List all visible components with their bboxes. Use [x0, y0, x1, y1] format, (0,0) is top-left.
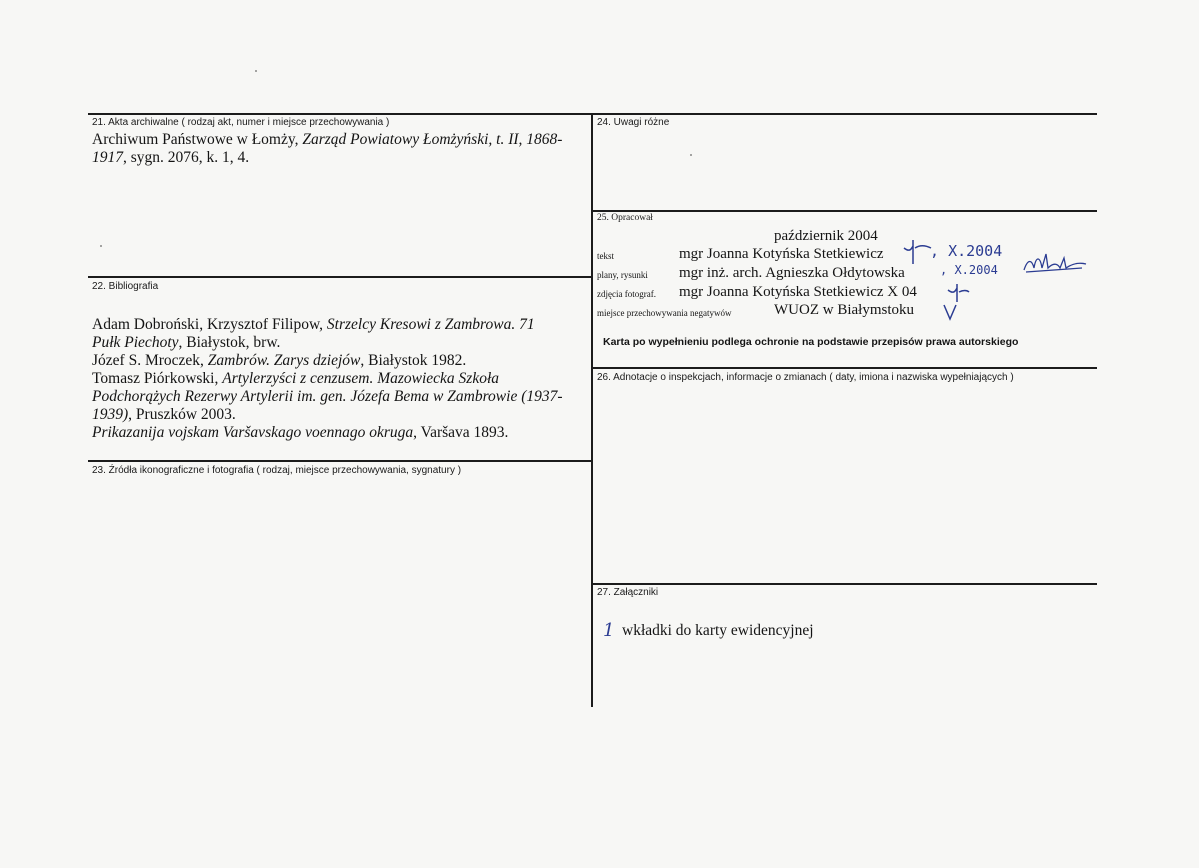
archive-fond: Zarząd Powiatowy Łomżyński, t. II, 1868-1917: [92, 131, 563, 166]
scan-speck: [100, 245, 102, 247]
row-value-negatives: WUOZ w Białymstoku: [774, 302, 914, 318]
section-27-label: 27. Załączniki: [597, 587, 659, 598]
rule-23-top: [88, 460, 593, 462]
row-label-text: tekst: [597, 251, 614, 261]
scan-speck: [690, 154, 692, 156]
row-label-plans: plany, rysunki: [597, 270, 648, 280]
rule-26-top: [593, 367, 1097, 369]
handwritten-date-1: , X.2004: [930, 242, 1003, 260]
section-25-label: 25. Opracował: [597, 213, 653, 223]
handwritten-check-2: [945, 282, 971, 304]
archive-signature: , sygn. 2076, k. 1, 4.: [123, 149, 250, 166]
attachment-count: 1: [603, 620, 615, 641]
bibliography-entry: Prikazanija vojskam Varšavskago voennago okruga, Varšava 1893.: [92, 424, 509, 441]
bibliography-entry: Józef S. Mroczek, Zambrów. Zarys dziejów, Białystok 1982.: [92, 352, 467, 369]
handwritten-date-2: , X.2004: [940, 263, 998, 277]
handwritten-check-3: [941, 302, 959, 322]
bibliography-entry: Tomasz Piórkowski, Artylerzyści z cenzusem. Mazowiecka Szkoła Podchorążych Rezerwy Artylerii im. gen. Józefa Bema w Zambrowie (1937-1939), Pruszków 2003.: [92, 370, 563, 423]
copyright-note: Karta po wypełnieniu podlega ochronie na podstawie przepisów prawa autorskiego: [603, 336, 1019, 348]
bibliography-entry: Adam Dobroński, Krzysztof Filipow, Strzelcy Kresowi z Zambrowa. 71 Pułk Piechoty, Białystok, brw.: [92, 316, 535, 351]
row-value-photos: mgr Joanna Kotyńska Stetkiewicz X 04: [679, 284, 917, 300]
archive-name: Archiwum Państwowe w Łomży,: [92, 131, 303, 148]
row-label-photos: zdjęcia fotograf.: [597, 289, 656, 299]
row-value-text: mgr Joanna Kotyńska Stetkiewicz: [679, 246, 884, 262]
section-21-text: [92, 131, 586, 167]
section-22-label: 22. Bibliografia: [92, 281, 159, 292]
row-value-plans: mgr inż. arch. Agnieszka Ołdytowska: [679, 265, 905, 281]
attachment-text: wkładki do karty ewidencyjnej: [622, 622, 814, 639]
rule-25-top: [593, 210, 1097, 212]
section-26-label: 26. Adnotacje o inspekcjach, informacje o zmianach ( daty, imiona i nazwiska wypełniających ): [597, 372, 1014, 383]
section-21-label: 21. Akta archiwalne ( rodzaj akt, numer i miejsce przechowywania ): [92, 117, 390, 128]
rule-27-top: [593, 583, 1097, 585]
row-label-negatives: miejsce przechowywania negatywów: [597, 308, 732, 318]
rule-22-top: [88, 276, 593, 278]
scan-speck: [255, 70, 257, 72]
handwritten-signature: [1020, 250, 1090, 276]
bibliography-list: [92, 316, 566, 442]
rule-middle: [591, 113, 593, 707]
section-24-label: 24. Uwagi różne: [597, 117, 670, 128]
section-23-label: 23. Źródła ikonograficzne i fotografia ( rodzaj, miejsce przechowywania, sygnatury ): [92, 465, 462, 476]
prepared-date: październik 2004: [774, 228, 878, 244]
